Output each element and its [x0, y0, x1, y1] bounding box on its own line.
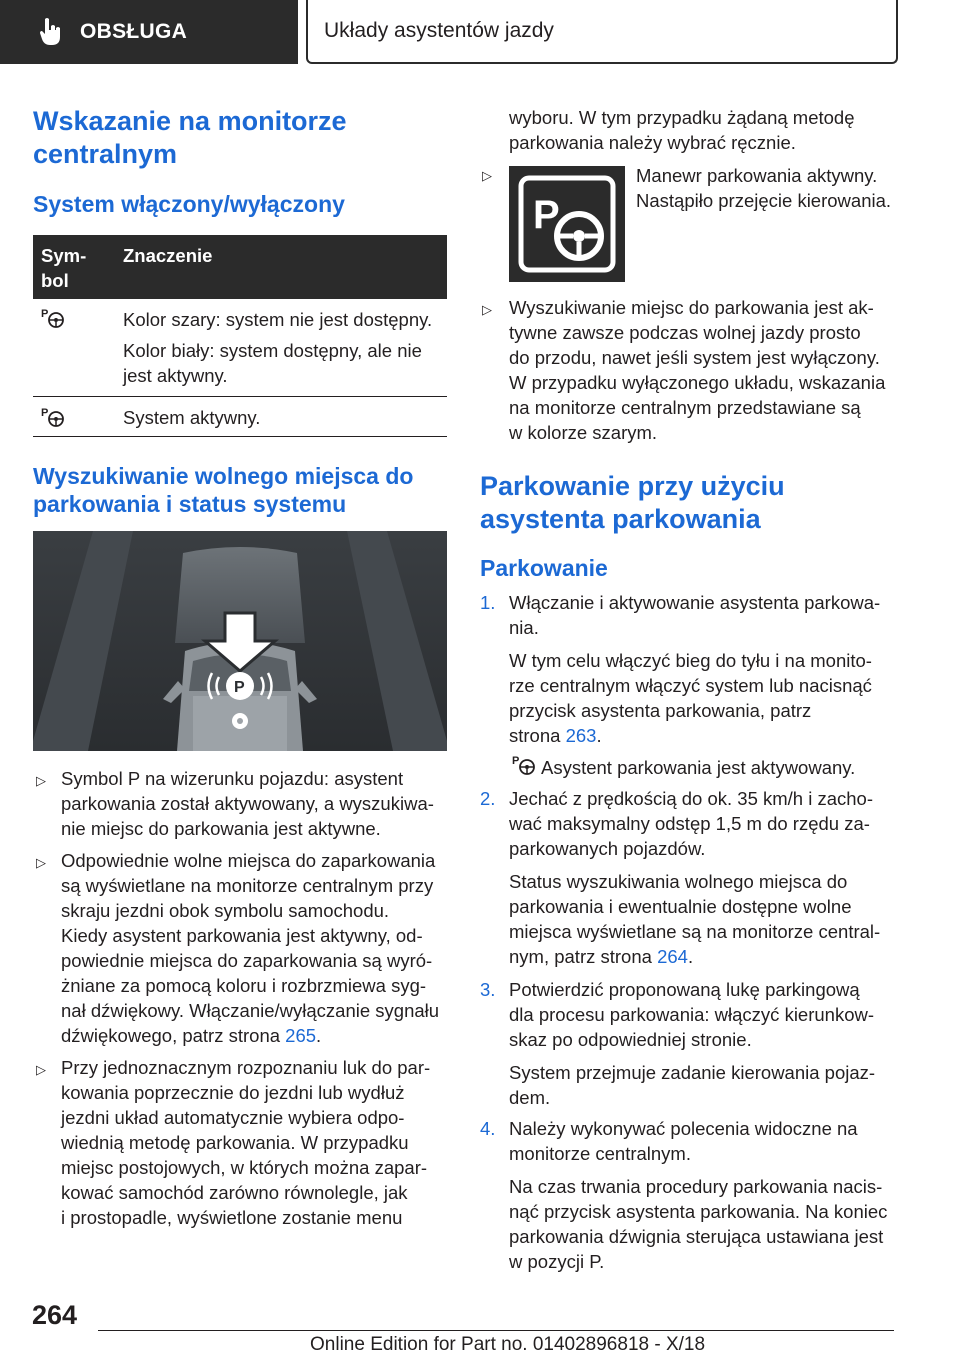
text-line: Należy wykonywać polecenia widoczne na [509, 1118, 858, 1139]
text-line: tywne zawsze podczas wolnej jazdy prosto [509, 322, 861, 343]
step-number: 4. [480, 1118, 496, 1139]
step-number: 3. [480, 979, 496, 1000]
text-line: jest aktywny. [123, 365, 228, 386]
table-row [33, 299, 447, 397]
text-line: dla procesu parkowania: włączyć kierunkow- [509, 1004, 875, 1025]
svg-text:P: P [41, 308, 49, 320]
text-line: przycisk asystenta parkowania, patrz [509, 700, 812, 721]
table-header [33, 235, 447, 299]
heading-line: Parkowanie przy użyciu [480, 471, 785, 501]
step-number: 2. [480, 788, 496, 809]
header-symbol [41, 243, 86, 293]
heading-line: asystenta parkowania [480, 504, 761, 534]
header-line: bol [41, 270, 69, 291]
section-tab [0, 0, 298, 64]
text-line: dem. [509, 1087, 551, 1108]
text-line: Nastąpiło przejęcie kierowania. [636, 190, 892, 211]
footer-divider [98, 1330, 894, 1331]
page-link-264[interactable]: 264 [657, 946, 688, 967]
text-line: Na czas trwania procedury parkowania nacis- [509, 1176, 883, 1197]
text-line: Manewr parkowania aktywny. [636, 165, 878, 186]
text-line: Status wyszukiwania wolnego miejsca do [509, 871, 848, 892]
row1-text [123, 307, 432, 388]
text-line: Odpowiednie wolne miejsca do zaparkowania [61, 850, 436, 871]
step-text [509, 786, 880, 969]
text-line: powiednie miejsca do zaparkowania są wyró- [61, 950, 433, 971]
park-assist-icon [512, 754, 536, 776]
text-line: wiednią metodę parkowania. W przypadku [61, 1132, 409, 1153]
step-text [509, 977, 875, 1110]
heading-display [33, 105, 347, 171]
text-line: Przy jednoznacznym rozpoznaniu luk do par- [61, 1057, 431, 1078]
heading-line: parkowania i status systemu [33, 491, 347, 517]
text-line: miejsc postojowych, w których można zapar- [61, 1157, 428, 1178]
page-link-265[interactable]: 265 [285, 1025, 317, 1046]
text-line: strona 263. [509, 725, 602, 746]
text-line: jezdni układ automatycznie wybiera odpo- [61, 1107, 405, 1128]
bullet-icon: ▷ [36, 855, 46, 870]
text-line: skaz po odpowiedniej stronie. [509, 1029, 752, 1050]
text-line: kować samochód zarówno równolegle, jak [61, 1182, 408, 1203]
step-text [509, 1116, 887, 1274]
text-span: dźwiękowego, patrz strona [61, 1025, 286, 1046]
step1-icon-text: Asystent parkowania jest aktywowany. [541, 757, 856, 778]
text-line: parkowanych pojazdów. [509, 838, 706, 859]
text-line: nał dźwiękowy. Włączanie/wyłączanie sygnału [61, 1000, 440, 1021]
table-row [33, 397, 447, 437]
heading-parking: Parkowanie [480, 555, 608, 581]
text-line: miejsca wyświetlane są na monitorze central- [509, 921, 881, 942]
text-span: strona [509, 725, 566, 746]
text-line: nie miejsc do parkowania jest aktywne. [61, 818, 381, 839]
heading-system: System włączony/wyłączony [33, 191, 345, 217]
text-line: wać maksymalny odstęp 1,5 m do rzędu za- [509, 813, 870, 834]
text-line: parkowania dźwignia sterująca ustawiana jest [509, 1226, 884, 1247]
bullet-text [61, 1055, 430, 1230]
bullet-text [61, 848, 439, 1048]
row2-text: System aktywny. [123, 407, 261, 428]
step-text [509, 590, 880, 748]
text-line: W przypadku wyłączonego układu, wskazania [509, 372, 886, 393]
text-line: Symbol P na wizerunku pojazdu: asystent [61, 768, 404, 789]
header-line: Sym- [41, 245, 87, 266]
text-line: rze centralnym włączyć system lub nacisnąć [509, 675, 872, 696]
park-assist-active-icon [41, 406, 65, 428]
page-number: 264 [32, 1300, 78, 1330]
heading-line: Wskazanie na monitorze [33, 106, 347, 136]
text-span: nym, patrz strona [509, 946, 658, 967]
text-line: nąć przycisk asystenta parkowania. Na koniec [509, 1201, 888, 1222]
text-line: Kolor szary: system nie jest dostępny. [123, 309, 433, 330]
text-line: System przejmuje zadanie kierowania pojaz- [509, 1062, 876, 1083]
chapter-tab [306, 0, 898, 64]
maneuver-text [636, 163, 891, 213]
text-line: Kolor biały: system dostępny, ale nie [123, 340, 422, 361]
text-line: Jechać z prędkością do ok. 35 km/h i zacho- [509, 788, 874, 809]
step-number: 1. [480, 592, 496, 613]
symbol-table [33, 235, 447, 437]
text-line: na monitorze centralnym przedstawiane są [509, 397, 861, 418]
text-line: kowania poprzecznie do jezdni lub wydłuż [61, 1082, 405, 1103]
hand-icon [38, 17, 64, 47]
heading-search [33, 462, 413, 518]
svg-text:P: P [41, 407, 49, 419]
text-line: monitorze centralnym. [509, 1143, 691, 1164]
text-line: W tym celu włączyć bieg do tyłu i na monito- [509, 650, 872, 671]
bullet-text [61, 766, 434, 841]
bullet-icon: ▷ [482, 302, 492, 317]
header-meaning: Znaczenie [123, 245, 213, 266]
text-line: parkowania i ewentualnie dostępne wolne [509, 896, 852, 917]
footer-edition: Online Edition for Part no. 01402896818 - X/18 [310, 1334, 706, 1355]
text-line: i prostopadle, wyświetlone zostanie menu [61, 1207, 403, 1228]
text-line: w kolorze szarym. [509, 422, 658, 443]
text-line: dźwiękowego, patrz strona 265. [61, 1025, 322, 1046]
svg-text:P: P [512, 755, 520, 767]
heading-line: centralnym [33, 139, 178, 169]
page-link-263[interactable]: 263 [565, 725, 597, 746]
continued-text [509, 105, 855, 155]
parking-maneuver-icon [509, 166, 625, 282]
heading-parking-assist [480, 470, 785, 536]
text-line: Wyszukiwanie miejsc do parkowania jest ak- [509, 297, 874, 318]
text-line: Potwierdzić proponowaną lukę parkingową [509, 979, 860, 1000]
bullet-icon: ▷ [36, 773, 46, 788]
parking-display-image [33, 531, 447, 751]
text-line: do przodu, nawet jeśli system jest wyłączony. [509, 347, 880, 368]
text-line: Kiedy asystent parkowania jest aktywny, od- [61, 925, 423, 946]
heading-line: Wyszukiwanie wolnego miejsca do [33, 463, 414, 489]
text-line: w pozycji P. [509, 1251, 605, 1272]
svg-text:P: P [533, 193, 560, 237]
bullet-text [509, 295, 885, 445]
text-line: skraju jezdni obok symbolu samochodu. [61, 900, 390, 921]
svg-text:P: P [234, 679, 245, 696]
chapter-title: Układy asystentów jazdy [324, 19, 554, 42]
text-line: nym, patrz strona 264. [509, 946, 694, 967]
text-line: parkowania został aktywowany, a wyszukiwa- [61, 793, 434, 814]
bullet-icon: ▷ [482, 168, 492, 183]
section-title: OBSŁUGA [80, 20, 188, 43]
bullet-icon: ▷ [36, 1062, 46, 1077]
text-line: są wyświetlane na monitorze centralnym przy [61, 875, 434, 896]
text-line: wyboru. W tym przypadku żądaną metodę [509, 107, 855, 128]
park-assist-icon [41, 307, 65, 329]
text-line: parkowania należy wybrać ręcznie. [509, 132, 796, 153]
text-line: żniane za pomocą koloru i rozbrzmiewa syg- [61, 975, 427, 996]
text-line: Włączanie i aktywowanie asystenta parkowa- [509, 592, 881, 613]
text-line: nia. [509, 617, 539, 638]
